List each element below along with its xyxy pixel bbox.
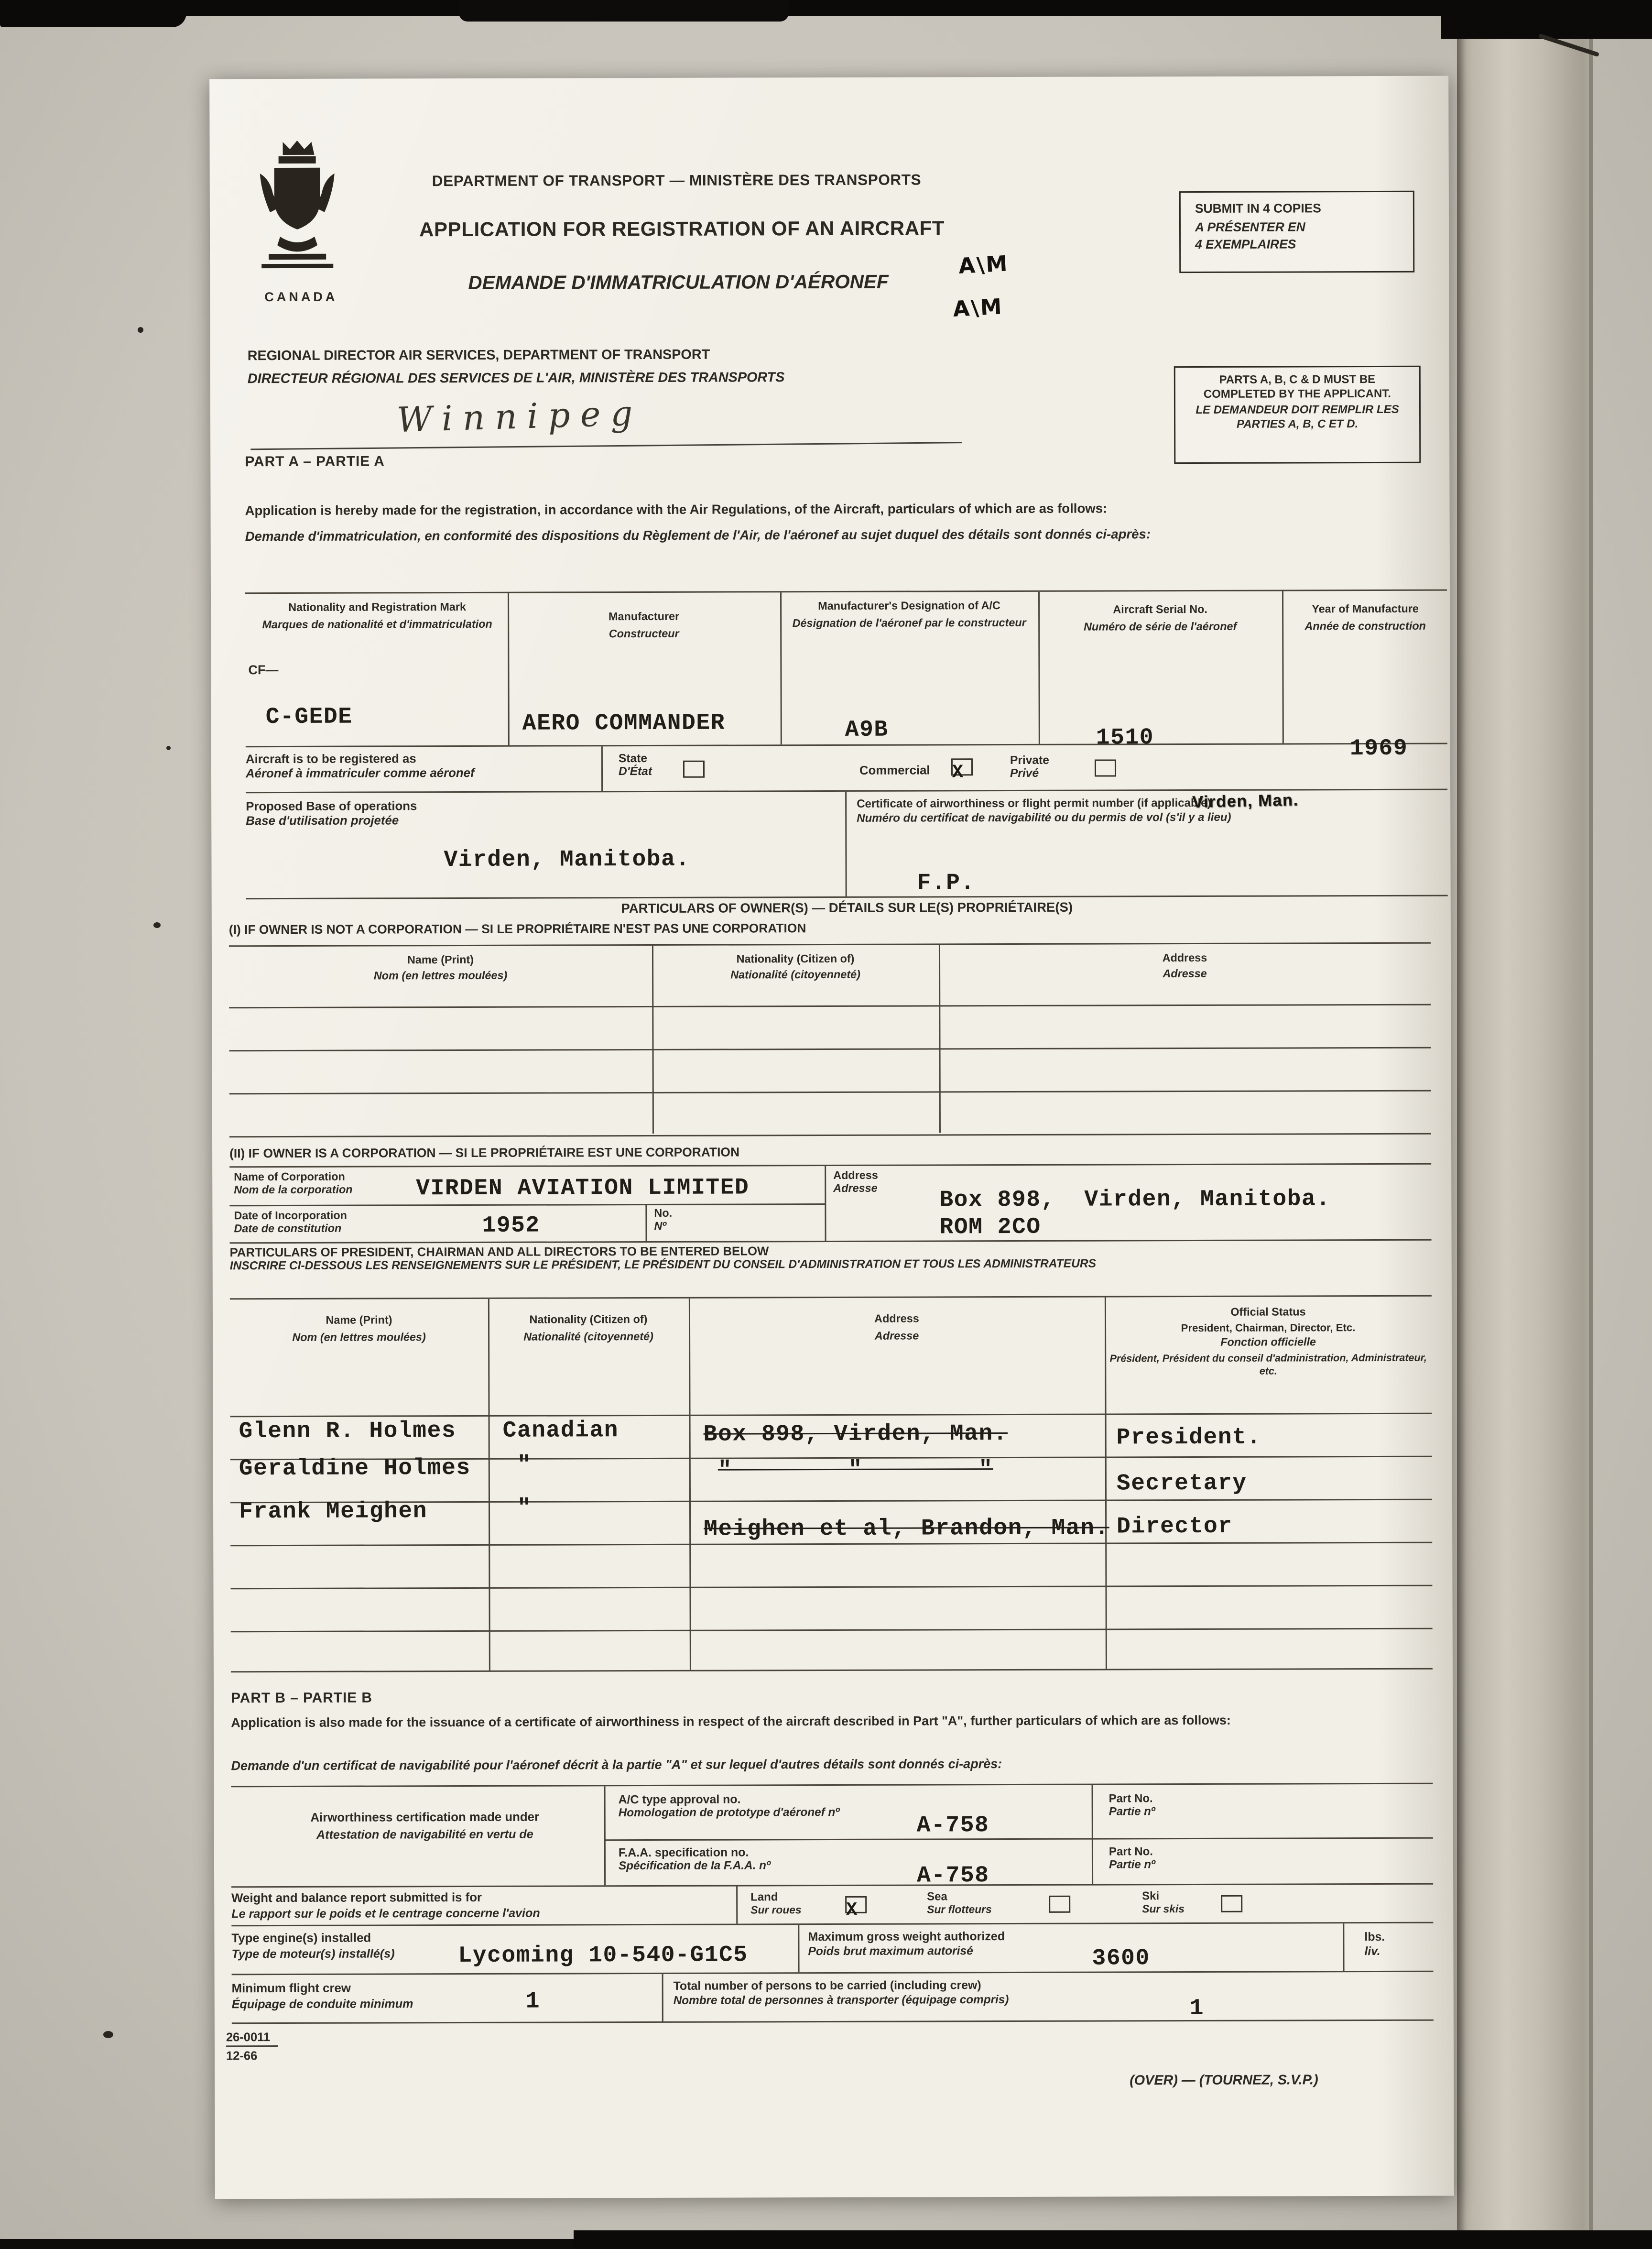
weight-unit-fr: liv. bbox=[1364, 1943, 1380, 1958]
max-weight-value: 3600 bbox=[1092, 1945, 1150, 1972]
serial-value: 1510 bbox=[1096, 725, 1154, 751]
registered-as-row bbox=[246, 744, 1447, 794]
engine-row bbox=[231, 1923, 1433, 1976]
directors-table bbox=[230, 1295, 1433, 1673]
private-option-label bbox=[1010, 754, 1049, 780]
label-en: Proposed Base of operations bbox=[246, 798, 417, 814]
max-weight-label-fr: Poids brut maximum autorisé bbox=[808, 1944, 973, 1958]
label-fr: Attestation de navigabilité en vertu de bbox=[316, 1826, 533, 1842]
handwritten-mark-2: A\M bbox=[952, 294, 1004, 323]
header-fr: Fonction officielle bbox=[1220, 1335, 1316, 1349]
header-fr2: Président, Président du conseil d'administration, Administrateur, etc. bbox=[1109, 1350, 1427, 1377]
director-status: Secretary bbox=[1116, 1470, 1247, 1497]
director-address: " " " bbox=[717, 1457, 993, 1484]
regional-director-en: REGIONAL DIRECTOR AIR SERVICES, DEPARTMENT OF TRANSPORT bbox=[247, 347, 710, 365]
director-address: Box 898, Virden, Man. bbox=[703, 1421, 1008, 1448]
individual-owners-table bbox=[229, 942, 1431, 1135]
ski-checkbox bbox=[1221, 1895, 1242, 1912]
header-fr: Nom (en lettres moulées) bbox=[292, 1330, 426, 1344]
column-divider bbox=[689, 1299, 691, 1670]
handwritten-mark-1: A\M bbox=[957, 251, 1010, 280]
submit-line-3: 4 EXEMPLAIRES bbox=[1195, 237, 1296, 252]
total-persons-label-en: Total number of persons to be carried (including crew) bbox=[673, 1977, 981, 1993]
certificate-label bbox=[857, 796, 1439, 825]
corporation-number-label bbox=[654, 1207, 672, 1233]
base-label bbox=[246, 798, 417, 829]
label-fr: Nº bbox=[654, 1219, 666, 1233]
label-fr: Adresse bbox=[833, 1181, 878, 1195]
label-fr: Sur skis bbox=[1142, 1902, 1185, 1916]
header-en: Address bbox=[1162, 951, 1207, 965]
column-divider bbox=[1343, 1923, 1344, 1971]
director-status: President. bbox=[1116, 1424, 1261, 1451]
regional-director-fr: DIRECTEUR RÉGIONAL DES SERVICES DE L'AIR, MINISTÈRE DES TRANSPORTS bbox=[247, 370, 785, 388]
label-fr: Sur roues bbox=[750, 1903, 802, 1917]
airworthiness-cert-block bbox=[231, 1783, 1434, 1888]
label-fr: Spécification de la F.A.A. nº bbox=[618, 1859, 771, 1873]
corporation-name-value: VIRDEN AVIATION LIMITED bbox=[416, 1175, 750, 1202]
label-fr: Aéronef à immatriculer comme aéronef bbox=[245, 765, 475, 781]
label-en: Address bbox=[833, 1168, 878, 1182]
corporation-address-line1: Box 898, Virden, Manitoba. bbox=[939, 1186, 1331, 1213]
incorporation-date-value: 1952 bbox=[482, 1212, 540, 1239]
label-en: State bbox=[618, 752, 648, 765]
commercial-checkbox-mark: X bbox=[952, 760, 964, 782]
column-divider bbox=[645, 1204, 647, 1241]
over-note: (OVER) — (TOURNEZ, S.V.P.) bbox=[1130, 2073, 1318, 2089]
header-en: Aircraft Serial No. bbox=[1113, 602, 1207, 616]
scan-edge-bottom-blob bbox=[574, 2230, 1652, 2249]
label-fr: Base d'utilisation projetée bbox=[246, 813, 399, 829]
corporation-name-label bbox=[234, 1170, 352, 1197]
scan-speck bbox=[138, 327, 143, 333]
label-en: Part No. bbox=[1109, 1792, 1153, 1805]
faa-spec-value: A-758 bbox=[916, 1863, 989, 1889]
form-title-en: APPLICATION FOR REGISTRATION OF AN AIRCRAFT bbox=[419, 216, 945, 241]
header-en: Year of Manufacture bbox=[1312, 602, 1419, 616]
label-en: Private bbox=[1010, 753, 1049, 767]
label-en: Ski bbox=[1142, 1889, 1160, 1903]
part-no-label-bottom bbox=[1109, 1845, 1155, 1871]
header-fr: Nom (en lettres moulées) bbox=[373, 968, 508, 982]
weight-balance-row bbox=[231, 1885, 1433, 1927]
header-en2: President, Chairman, Director, Etc. bbox=[1181, 1321, 1356, 1334]
label-fr: Type de moteur(s) installé(s) bbox=[231, 1946, 395, 1961]
header-en: Nationality (Citizen of) bbox=[529, 1313, 648, 1326]
col-header-owner-nationality bbox=[652, 952, 939, 982]
column-divider bbox=[508, 593, 510, 745]
part-b-heading: PART B – PARTIE B bbox=[231, 1691, 373, 1707]
part-b-intro-en: Application is also made for the issuance of a certificate of airworthiness in respect of the aircraft described in Part "A", further particulars of which are as follows: bbox=[231, 1713, 1231, 1730]
col-header-designation bbox=[784, 599, 1034, 631]
header-fr: Nationalité (citoyenneté) bbox=[523, 1330, 653, 1343]
col-header-director-nationality bbox=[488, 1313, 689, 1344]
min-crew-value: 1 bbox=[525, 1988, 541, 2015]
part-b-intro-fr: Demande d'un certificat de navigabilité pour l'aéronef décrit à la partie "A" et sur lequel d'autres détails sont donnés ci-après: bbox=[231, 1757, 1002, 1773]
label-fr: Numéro du certificat de navigabilité ou du permis de vol (s'il y a lieu) bbox=[857, 810, 1231, 824]
registration-mark-value: C-GEDE bbox=[265, 704, 353, 731]
label-fr: Équipage de conduite minimum bbox=[231, 1996, 413, 2011]
state-option-label bbox=[619, 752, 652, 778]
header-en: Official Status bbox=[1230, 1305, 1306, 1319]
col-header-serial bbox=[1043, 603, 1278, 634]
corporation-address-label bbox=[833, 1169, 878, 1195]
director-nationality: " bbox=[517, 1495, 532, 1521]
row-rule bbox=[231, 1628, 1433, 1633]
row-rule bbox=[229, 1004, 1431, 1009]
scan-speck bbox=[166, 746, 171, 750]
row-rule bbox=[229, 1090, 1431, 1095]
part-no-label-top bbox=[1109, 1792, 1155, 1818]
manufacturer-value: AERO COMMANDER bbox=[522, 710, 726, 737]
engine-value: Lycoming 10-540-G1C5 bbox=[458, 1942, 748, 1969]
label-fr: Le rapport sur le poids et le centrage concerne l'avion bbox=[231, 1905, 540, 1921]
type-approval-label bbox=[619, 1791, 840, 1819]
label-en: Date of Incorporation bbox=[234, 1209, 347, 1223]
col-header-director-address bbox=[689, 1312, 1105, 1344]
column-divider bbox=[798, 1925, 799, 1972]
header-en: Manufacturer's Designation of A/C bbox=[818, 599, 1000, 613]
column-divider bbox=[1038, 592, 1040, 744]
row-rule bbox=[604, 1837, 1433, 1841]
part-a-intro-en: Application is hereby made for the registration, in accordance with the Air Regulations, of the Aircraft, particulars of which are as follows: bbox=[245, 501, 1108, 518]
land-checkbox-mark: X bbox=[846, 1898, 858, 1920]
land-checkbox bbox=[845, 1896, 867, 1920]
column-divider bbox=[780, 592, 782, 744]
label-fr: Privé bbox=[1010, 766, 1039, 780]
header-en: Name (Print) bbox=[326, 1313, 392, 1327]
book-binding-strip bbox=[1457, 0, 1592, 2249]
label-en: No. bbox=[654, 1206, 673, 1220]
header-fr: Nationalité (citoyenneté) bbox=[730, 968, 860, 981]
owners-heading: PARTICULARS OF OWNER(S) — DÉTAILS SUR LE(S) PROPRIÉTAIRE(S) bbox=[621, 900, 1073, 916]
crew-row bbox=[232, 1972, 1434, 2024]
director-name: Frank Meighen bbox=[239, 1498, 428, 1525]
submit-line-2: A PRÉSENTER EN bbox=[1195, 219, 1305, 234]
label-en: Sea bbox=[927, 1890, 947, 1903]
label-fr: Sur flotteurs bbox=[927, 1903, 992, 1916]
col-header-manufacturer bbox=[512, 610, 776, 641]
commercial-checkbox bbox=[951, 758, 973, 782]
land-option-label bbox=[750, 1890, 802, 1916]
max-weight-label-en: Maximum gross weight authorized bbox=[808, 1929, 1005, 1944]
base-value: Virden, Manitoba. bbox=[444, 846, 690, 873]
total-persons-label-fr: Nombre total de personnes à transporter (équipage compris) bbox=[673, 1993, 1009, 2007]
label-fr: Nom de la corporation bbox=[234, 1183, 353, 1197]
director-status: Director bbox=[1117, 1513, 1233, 1540]
label-fr: Partie nº bbox=[1109, 1805, 1155, 1818]
scan-speck bbox=[103, 2031, 113, 2038]
year-value: 1969 bbox=[1349, 735, 1408, 762]
header-fr: Marques de nationalité et d'immatriculation bbox=[262, 617, 492, 631]
header-fr: Constructeur bbox=[609, 627, 679, 640]
header-en: Manufacturer bbox=[609, 610, 680, 623]
ski-option-label bbox=[1142, 1889, 1185, 1915]
label-fr: D'État bbox=[618, 764, 652, 778]
director-nationality: " bbox=[517, 1452, 532, 1478]
header-fr: Adresse bbox=[874, 1329, 919, 1342]
faa-spec-label bbox=[619, 1845, 771, 1872]
individual-owner-heading: (I) IF OWNER IS NOT A CORPORATION — SI LE PROPRIÉTAIRE N'EST PAS UNE CORPORATION bbox=[228, 921, 806, 937]
registration-mark-prefix: CF— bbox=[248, 663, 279, 677]
canada-coat-of-arms-icon bbox=[257, 136, 338, 285]
corporation-address-line2: ROM 2CO bbox=[939, 1214, 1041, 1241]
director-name: Glenn R. Holmes bbox=[239, 1418, 456, 1445]
incorporation-date-label bbox=[234, 1209, 347, 1235]
department-line: DEPARTMENT OF TRANSPORT — MINISTÈRE DES TRANSPORTS bbox=[432, 172, 922, 191]
header-fr: Numéro de série de l'aéronef bbox=[1084, 619, 1237, 633]
directors-heading-en: PARTICULARS OF PRESIDENT, CHAIRMAN AND ALL DIRECTORS TO BE ENTERED BELOW bbox=[229, 1244, 769, 1260]
cert-made-under-label bbox=[274, 1809, 576, 1842]
row-rule bbox=[229, 1047, 1431, 1052]
corporation-block bbox=[229, 1163, 1431, 1244]
application-form-page bbox=[209, 76, 1454, 2199]
submit-copies-box bbox=[1179, 191, 1414, 273]
scan-speck bbox=[153, 922, 161, 928]
header-en: Address bbox=[874, 1312, 919, 1325]
label-en: Aircraft is to be registered as bbox=[245, 751, 416, 766]
sea-checkbox bbox=[1049, 1896, 1070, 1913]
scan-edge-top-blob-left bbox=[0, 0, 186, 27]
column-divider bbox=[1105, 1297, 1107, 1669]
region-underline bbox=[250, 442, 962, 450]
label-en: Land bbox=[750, 1890, 778, 1904]
parts-box-en: PARTS A, B, C & D MUST BE COMPLETED BY THE APPLICANT. bbox=[1203, 373, 1391, 401]
total-persons-value: 1 bbox=[1189, 1995, 1205, 2022]
cert-stamp-value: Virden, Man. bbox=[1192, 792, 1299, 812]
column-divider bbox=[1092, 1785, 1094, 1884]
designation-value: A9B bbox=[845, 717, 889, 743]
parts-required-box bbox=[1174, 366, 1421, 464]
label-fr: Date de constitution bbox=[234, 1222, 342, 1235]
scan-edge-top-blob-right bbox=[1441, 0, 1652, 39]
column-divider bbox=[845, 792, 847, 896]
canada-label: CANADA bbox=[264, 289, 338, 305]
private-checkbox bbox=[1095, 759, 1116, 776]
header-en: Nationality and Registration Mark bbox=[288, 600, 466, 614]
column-divider bbox=[1282, 591, 1284, 743]
col-header-owner-name bbox=[229, 953, 652, 983]
label-en: Type engine(s) installed bbox=[231, 1930, 371, 1945]
type-approval-value: A-758 bbox=[916, 1812, 989, 1839]
label-en: Certificate of airworthiness or flight permit number (if applicable) bbox=[857, 796, 1211, 810]
directors-heading-fr: INSCRIRE CI-DESSOUS LES RENSEIGNEMENTS SUR LE PRÉSIDENT, LE PRÉSIDENT DU CONSEIL D'ADMINISTRATION ET TOUS LES ADMINISTRATEURS bbox=[229, 1257, 1097, 1273]
row-rule bbox=[230, 1585, 1432, 1590]
header-fr: Désignation de l'aéronef par le constructeur bbox=[792, 616, 1026, 630]
scan-edge-top bbox=[0, 0, 1652, 16]
column-divider bbox=[488, 1299, 490, 1670]
form-revision: 12-66 bbox=[226, 2048, 258, 2063]
base-of-operations-row bbox=[246, 790, 1448, 900]
weight-unit-en: lbs. bbox=[1364, 1929, 1385, 1944]
parts-box-fr: LE DEMANDEUR DOIT REMPLIR LES PARTIES A, B, C ET D. bbox=[1196, 403, 1399, 431]
state-checkbox bbox=[683, 761, 705, 778]
director-nationality: Canadian bbox=[502, 1418, 619, 1444]
row-rule bbox=[229, 1203, 825, 1206]
row-rule bbox=[230, 1542, 1432, 1547]
label-en: F.A.A. specification no. bbox=[618, 1845, 749, 1860]
label-en: Minimum flight crew bbox=[231, 1980, 351, 1996]
header-fr: Année de construction bbox=[1304, 619, 1426, 633]
label-en: Name of Corporation bbox=[234, 1170, 345, 1184]
header-en: Nationality (Citizen of) bbox=[736, 952, 855, 966]
scan-edge-top-blob-mid bbox=[459, 0, 789, 22]
column-divider bbox=[601, 746, 603, 791]
col-header-official-status bbox=[1108, 1305, 1429, 1377]
commercial-option-label: Commercial bbox=[859, 763, 930, 777]
sea-option-label bbox=[927, 1890, 992, 1916]
label-en: A/C type approval no. bbox=[618, 1791, 741, 1807]
label-fr: Partie nº bbox=[1109, 1858, 1155, 1871]
row-rule bbox=[229, 1133, 1431, 1138]
column-divider bbox=[662, 1974, 663, 2021]
label-en: Airworthiness certification made under bbox=[310, 1809, 540, 1824]
submit-line-1: SUBMIT IN 4 COPIES bbox=[1195, 201, 1321, 216]
registered-as-label bbox=[246, 751, 475, 781]
column-divider bbox=[736, 1887, 738, 1924]
part-a-heading: PART A – PARTIE A bbox=[245, 454, 385, 471]
col-header-director-name bbox=[230, 1313, 488, 1345]
form-number: 26-0011 bbox=[226, 2030, 271, 2044]
column-divider bbox=[825, 1166, 826, 1241]
director-name: Geraldine Holmes bbox=[239, 1455, 471, 1482]
label-en: Weight and balance report submitted is for bbox=[231, 1889, 482, 1905]
col-header-owner-address bbox=[939, 951, 1431, 982]
part-a-intro-fr: Demande d'immatriculation, en conformité des dispositions du Règlement de l'Air, de l'aéronef au sujet duquel des détails sont donnés ci-après: bbox=[245, 527, 1151, 544]
header-en: Name (Print) bbox=[407, 953, 474, 967]
row-rule bbox=[230, 1413, 1432, 1418]
column-divider bbox=[604, 1786, 606, 1885]
header-fr: Adresse bbox=[1163, 967, 1207, 980]
form-title-fr: DEMANDE D'IMMATRICULATION D'AÉRONEF bbox=[468, 271, 889, 294]
label-fr: Homologation de prototype d'aéronef nº bbox=[618, 1805, 840, 1820]
binding-edge-line bbox=[1589, 0, 1593, 2249]
label-en: Part No. bbox=[1109, 1845, 1153, 1858]
certificate-value: F.P. bbox=[917, 870, 975, 896]
director-address: Meighen et al, Brandon, Man. bbox=[704, 1515, 1109, 1542]
form-number-rule bbox=[226, 2045, 278, 2047]
col-header-year bbox=[1286, 602, 1444, 633]
form-number-block bbox=[226, 2030, 278, 2063]
handwritten-region: Winnipeg bbox=[396, 393, 643, 441]
col-header-registration-mark bbox=[251, 600, 503, 632]
corporation-heading: (II) IF OWNER IS A CORPORATION — SI LE PROPRIÉTAIRE EST UNE CORPORATION bbox=[229, 1145, 740, 1161]
